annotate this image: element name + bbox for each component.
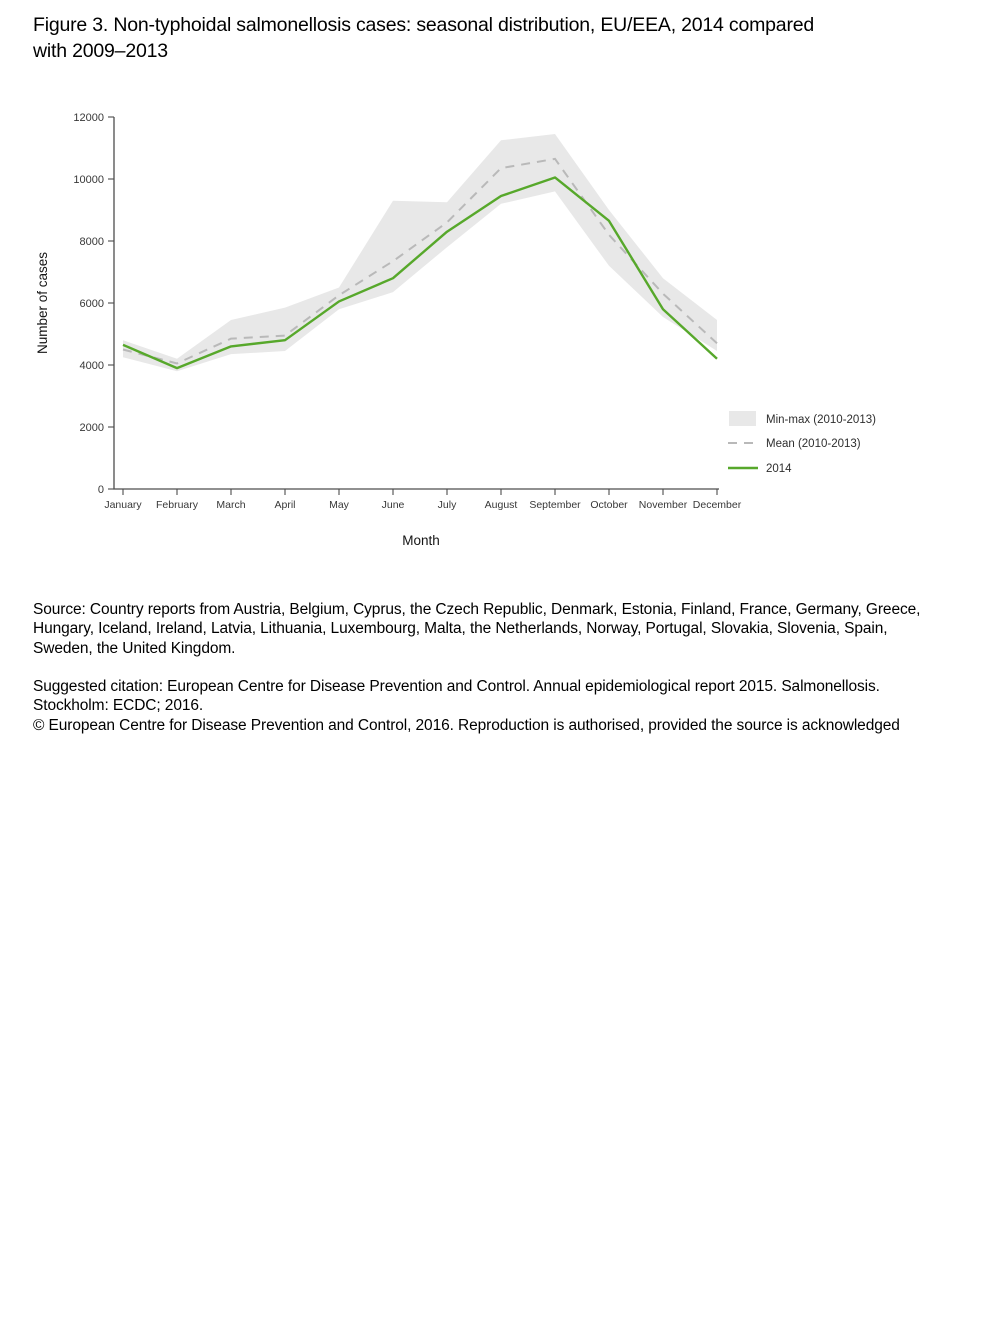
axes xyxy=(114,117,719,489)
source-paragraph xyxy=(33,600,983,658)
x-tick-label: October xyxy=(590,499,628,511)
y-axis-title: Number of cases xyxy=(35,251,50,355)
citation-paragraph xyxy=(33,677,983,735)
x-tick-label: May xyxy=(329,499,349,511)
y-tick-label: 8000 xyxy=(79,236,104,248)
citation-line: Suggested citation: European Centre for Disease Prevention and Control. Annual epidemiological report 2015. Salmonellosis. xyxy=(33,678,880,695)
y-tick-label: 0 xyxy=(97,484,104,496)
legend-label-minmax: Min-max (2010-2013) xyxy=(766,414,876,426)
x-tick-label: September xyxy=(529,499,581,511)
source-line: Hungary, Iceland, Ireland, Latvia, Lithuania, Luxembourg, Malta, the Netherlands, Norway, Portugal, Slovakia, Slovenia, Spain, xyxy=(33,620,888,638)
legend-label-mean: Mean (2010-2013) xyxy=(766,438,861,450)
y-ticks xyxy=(73,112,114,496)
y-tick-label: 12000 xyxy=(73,112,104,124)
x-tick-label: August xyxy=(484,499,518,511)
y-tick-label: 4000 xyxy=(79,360,104,372)
citation-line: Stockholm: ECDC; 2016. xyxy=(33,697,204,715)
x-ticks xyxy=(104,489,741,511)
x-tick-label: December xyxy=(692,499,742,511)
x-tick-label: April xyxy=(274,499,296,511)
y-tick-label: 10000 xyxy=(73,174,104,186)
x-tick-label: July xyxy=(437,499,457,511)
figure-title-line-2: with 2009–2013 xyxy=(33,40,168,62)
chart-legend xyxy=(728,411,876,475)
y-tick-label: 2000 xyxy=(79,422,104,434)
source-line: Sweden, the United Kingdom. xyxy=(33,639,236,657)
x-tick-label: February xyxy=(155,499,199,511)
legend-swatch-minmax xyxy=(729,411,756,426)
x-tick-label: June xyxy=(381,499,405,511)
seasonal-distribution-chart xyxy=(0,0,1008,575)
figure-title-line-1: Figure 3. Non-typhoidal salmonellosis cases: seasonal distribution, EU/EEA, 2014 compared xyxy=(33,14,815,36)
x-tick-label: March xyxy=(216,499,246,511)
legend-label-2014: 2014 xyxy=(766,463,792,475)
x-axis-title: Month xyxy=(402,533,440,548)
y-tick-label: 6000 xyxy=(79,298,104,310)
x-tick-label: January xyxy=(104,499,142,511)
x-tick-label: November xyxy=(638,499,688,511)
copyright-line: © European Centre for Disease Prevention and Control, 2016. Reproduction is authorised, provided the source is acknowledged xyxy=(33,716,900,734)
source-line: Source: Country reports from Austria, Belgium, Cyprus, the Czech Republic, Denmark, Estonia, Finland, France, Germany, Greece, xyxy=(33,601,921,618)
